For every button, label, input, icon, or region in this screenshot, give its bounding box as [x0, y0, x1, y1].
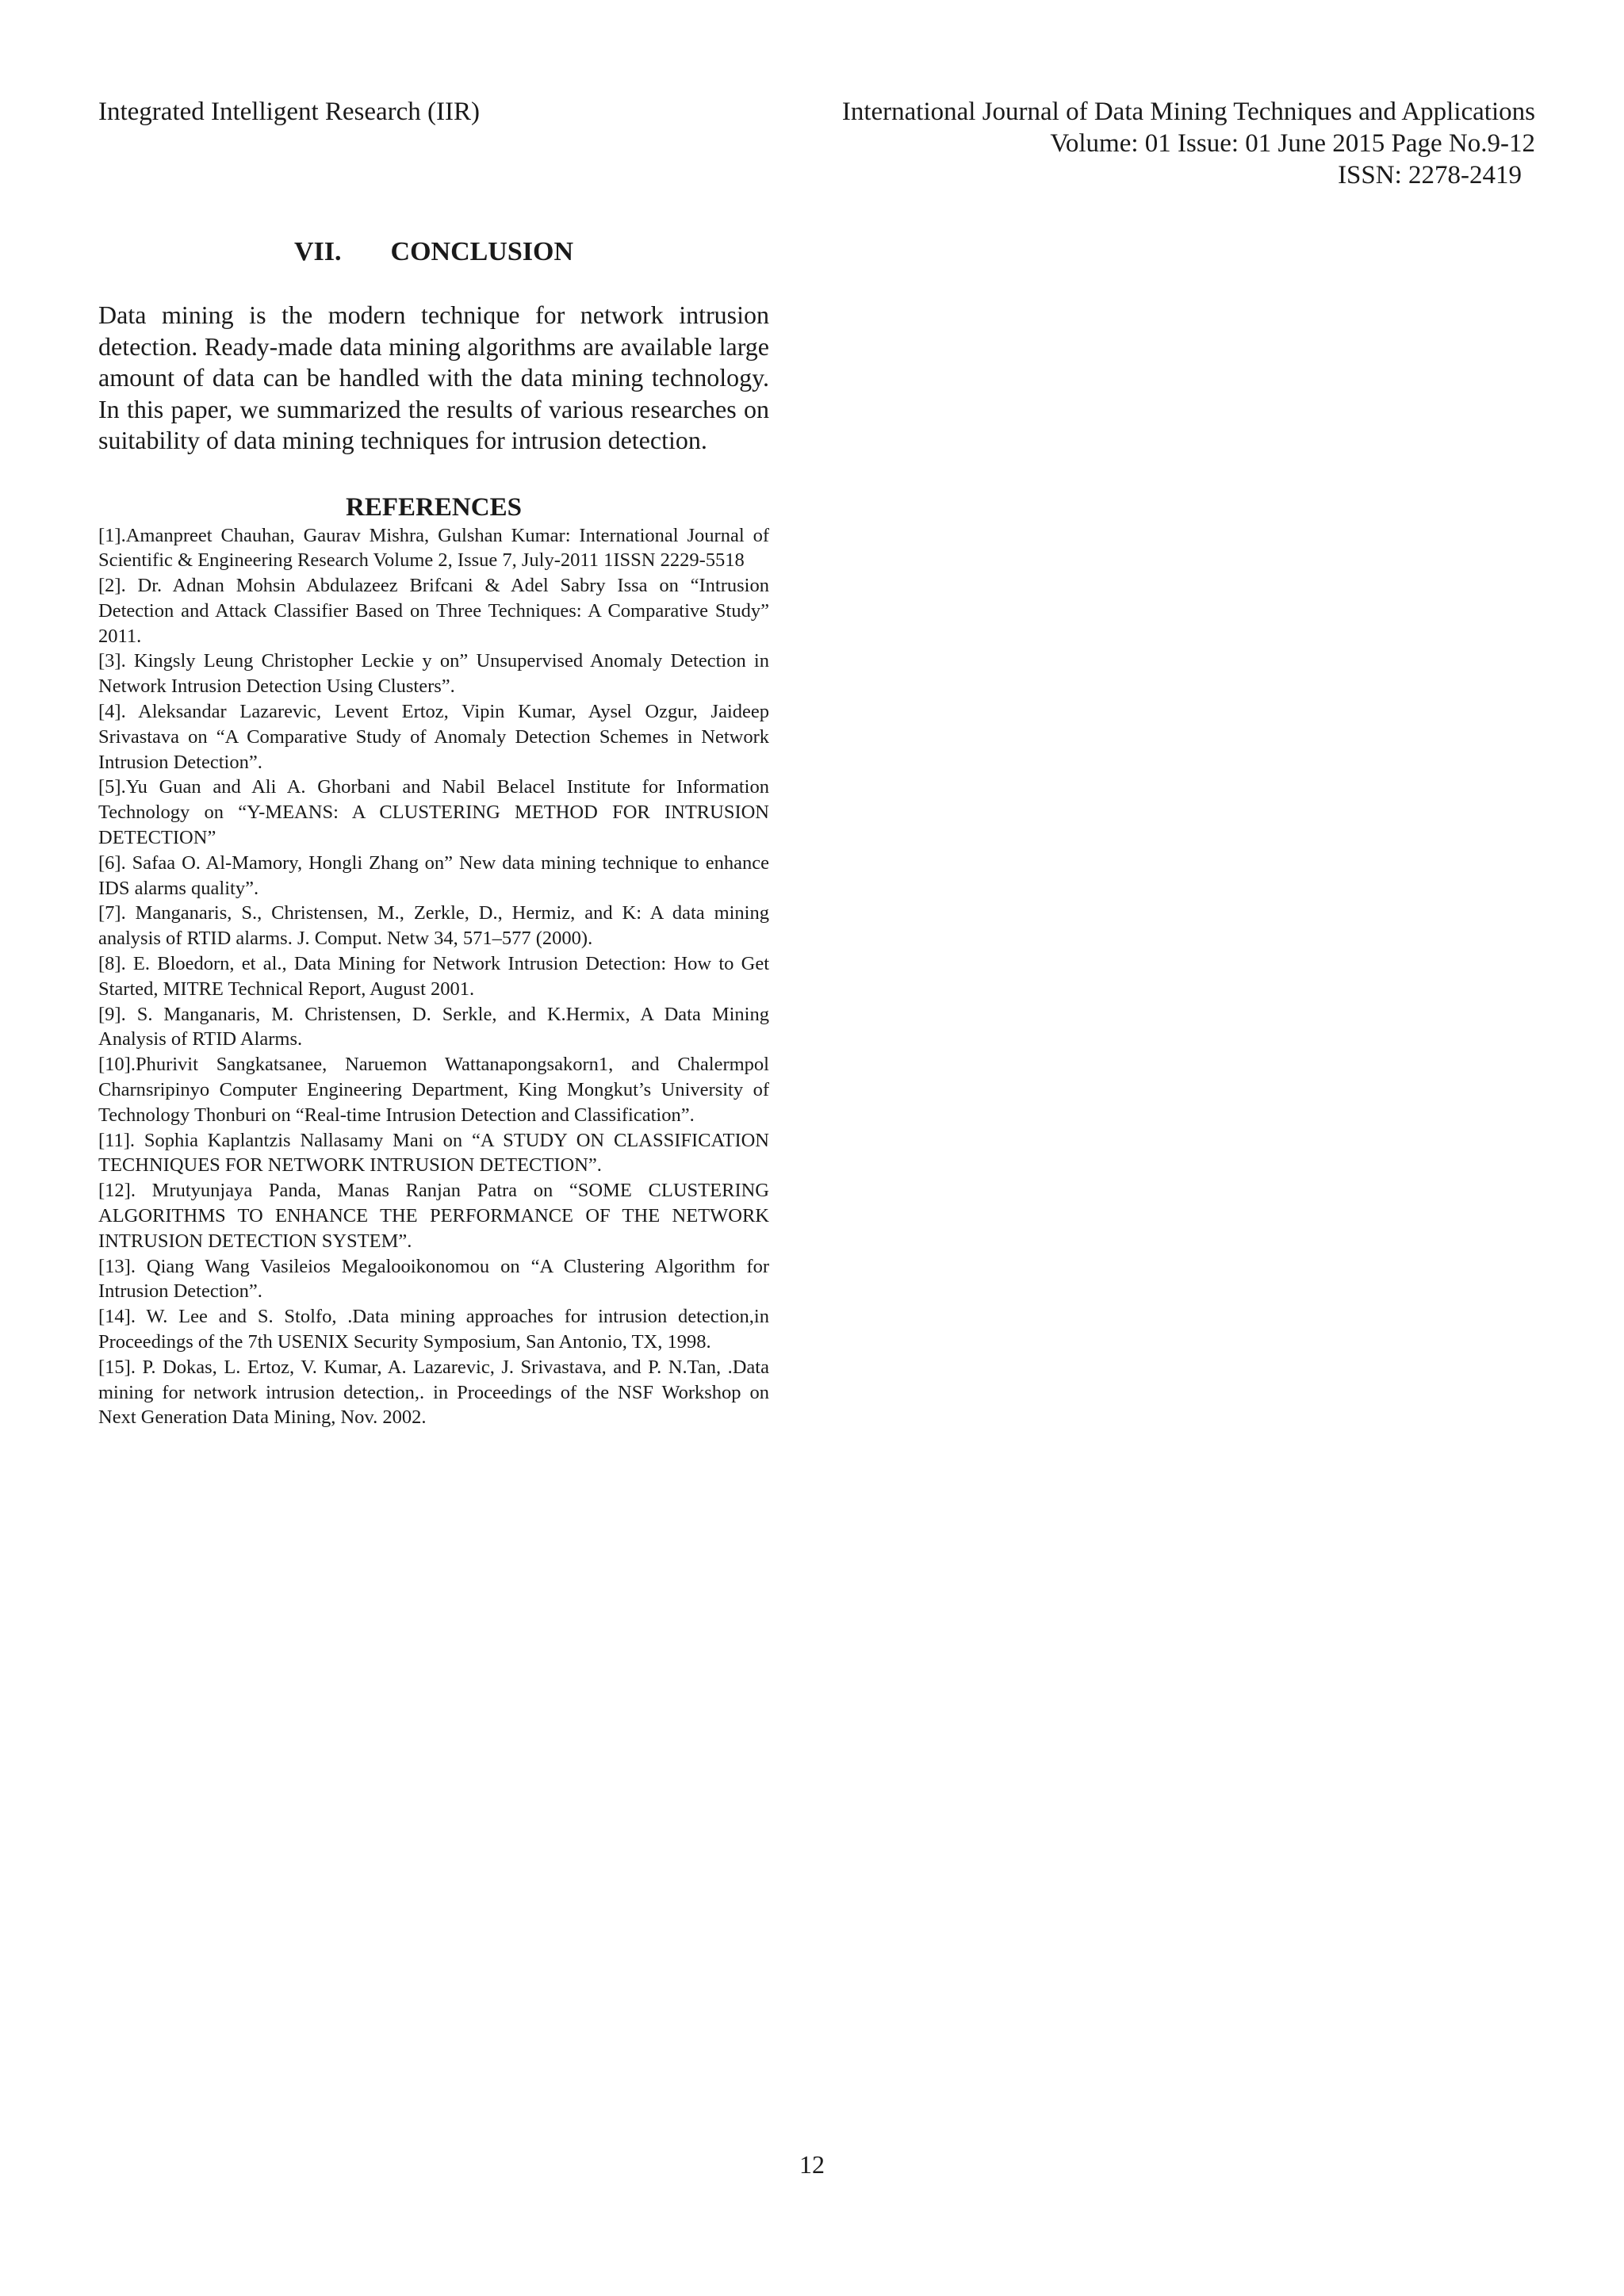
running-header-right [842, 96, 1535, 191]
reference-item: [1].Amanpreet Chauhan, Gaurav Mishra, Gulshan Kumar: International Journal of Scientific & Engineering Research Volume 2, Issue 7, July-2011 1ISSN 2229-5518 [98, 524, 769, 572]
reference-item: [7]. Manganaris, S., Christensen, M., Zerkle, D., Hermiz, and K: A data mining analysis of RTID alarms. J. Comput. Netw 34, 571–577 (2000). [98, 902, 769, 950]
reference-item: [13]. Qiang Wang Vasileios Megalooikonomou on “A Clustering Algorithm for Intrusion Detection”. [98, 1255, 769, 1303]
reference-item: [12]. Mrutyunjaya Panda, Manas Ranjan Patra on “SOME CLUSTERING ALGORITHMS TO ENHANCE THE PERFORMANCE OF THE NETWORK INTRUSION DETECTION SYSTEM”. [98, 1180, 769, 1252]
reference-item: [4]. Aleksandar Lazarevic, Levent Ertoz, Vipin Kumar, Aysel Ozgur, Jaideep Srivastava on “A Comparative Study of Anomaly Detection Schemes in Network Intrusion Detection”. [98, 701, 769, 773]
reference-item: [14]. W. Lee and S. Stolfo, .Data mining approaches for intrusion detection,in Proceedings of the 7th USENIX Security Symposium, San Antonio, TX, 1998. [98, 1306, 769, 1353]
reference-item: [15]. P. Dokas, L. Ertoz, V. Kumar, A. Lazarevic, J. Srivastava, and P. N.Tan, .Data mining for network intrusion detection,. in Proceedings of the NSF Workshop on Next Generation Data Mining, Nov. 2002. [98, 1356, 769, 1429]
section-heading-conclusion [98, 235, 769, 270]
left-column [98, 235, 769, 1430]
reference-item: [8]. E. Bloedorn, et al., Data Mining for Network Intrusion Detection: How to Get Started, MITRE Technical Report, August 2001. [98, 953, 769, 1000]
reference-item: [2]. Dr. Adnan Mohsin Abdulazeez Brifcani & Adel Sabry Issa on “Intrusion Detection and Attack Classifier Based on Three Techniques: A Comparative Study” 2011. [98, 575, 769, 647]
reference-item: [6]. Safaa O. Al-Mamory, Hongli Zhang on” New data mining technique to enhance IDS alarms quality”. [98, 851, 769, 899]
references-heading: REFERENCES [346, 492, 522, 522]
reference-item: [10].Phurivit Sangkatsanee, Naruemon Wattanapongsakorn1, and Chalermpol Charnsripinyo Computer Engineering Department, King Mongkut’s University of Technology Thonburi on “Real-time Intrusion Detection and Classification”. [98, 1054, 769, 1126]
conclusion-paragraph: Data mining is the modern technique for network intrusion detection. Ready-made data mining algorithms are available large amount of data can be handled with the data mining technology. In this paper, we summarized the results of various researches on suitability of data mining techniques for intrusion detection. [98, 300, 769, 454]
reference-item: [5].Yu Guan and Ali A. Ghorbani and Nabil Belacel Institute for Information Technology on “Y-MEANS: A CLUSTERING METHOD FOR INTRUSION DETECTION” [98, 776, 769, 849]
reference-item: [9]. S. Manganaris, M. Christensen, D. Serkle, and K.Hermix, A Data Mining Analysis of RTID Alarms. [98, 1003, 769, 1050]
references-list [98, 523, 769, 1431]
reference-item: [11]. Sophia Kaplantzis Nallasamy Mani on “A STUDY ON CLASSIFICATION TECHNIQUES FOR NETWORK INTRUSION DETECTION”. [98, 1129, 769, 1177]
journal-title: International Journal of Data Mining Techniques and Applications [841, 98, 1535, 126]
issn: ISSN: 2278-2419 [1338, 161, 1522, 189]
reference-item: [3]. Kingsly Leung Christopher Leckie y on” Unsupervised Anomaly Detection in Network Intrusion Detection Using Clusters”. [98, 650, 769, 698]
section-number: VII. [293, 237, 342, 266]
running-header-left: Integrated Intelligent Research (IIR) [98, 98, 481, 126]
page-number: 12 [799, 2150, 825, 2179]
section-title: CONCLUSION [390, 237, 573, 266]
volume-info: Volume: 01 Issue: 01 June 2015 Page No.9-12 [1050, 129, 1535, 158]
